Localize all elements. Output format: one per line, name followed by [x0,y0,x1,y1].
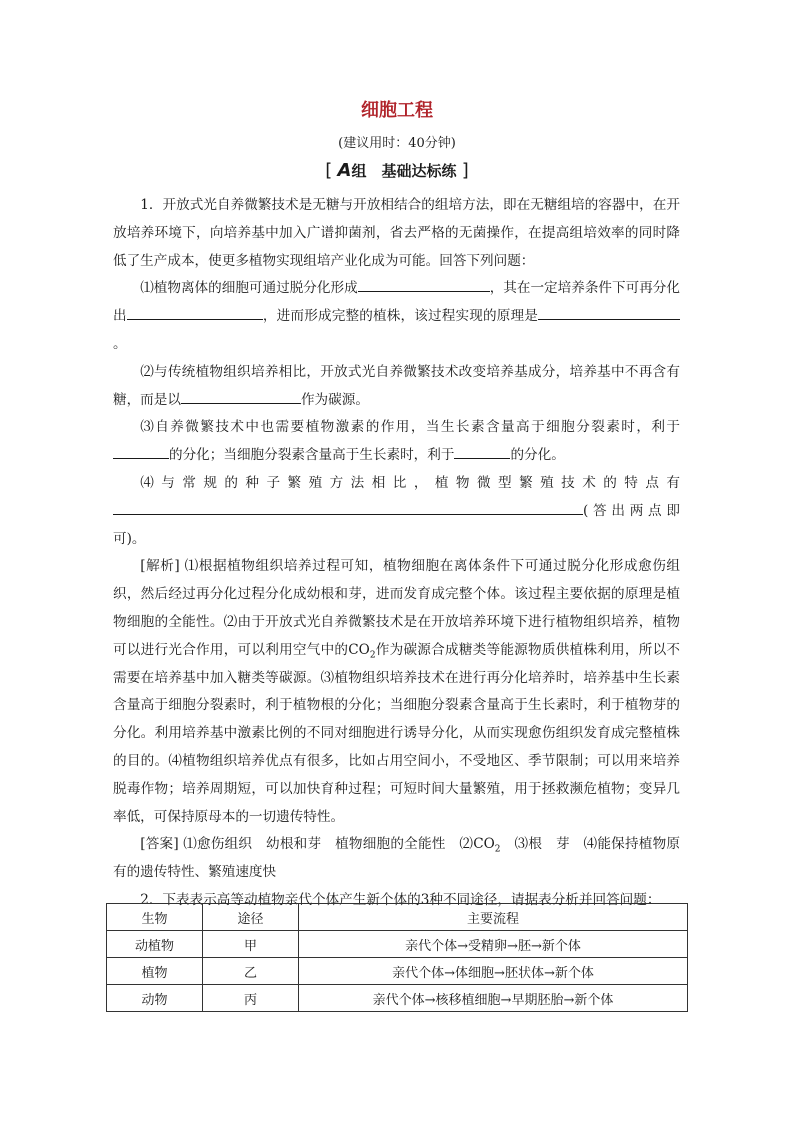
page-title: 细胞工程 [361,100,433,121]
table-header: 主要流程 [299,904,688,931]
table-cell: 甲 [203,931,299,958]
table-row [107,958,688,985]
answer-paragraph: [答案] ⑴愈伤组织 幼根和芽 植物细胞的全能性 $⑵CO_2$ ⑶根 芽 ⑷能保持植物原有的遗传特性、繁殖速度快 [113,836,681,881]
table-cell: 亲代个体→体细胞→胚状体→新个体 [299,958,688,985]
table-cell: 亲代个体→核移植细胞→早期胚胎→新个体 [299,985,688,1012]
question-content [113,192,680,915]
table-header: 生物 [107,904,203,931]
table-cell: 丙 [203,985,299,1012]
answer-tag: [答案] [140,836,179,853]
table-header-row [107,904,688,931]
table-cell: 亲代个体→受精卵→胚→新个体 [299,931,688,958]
answer-blank[interactable] [538,303,680,320]
question-1-stem: 1．开放式光自养微繁技术是无糖与开放相结合的组培方法，即在无糖组培的容器中，在开放培养环境下，向培养基中加入广谱抑菌剂，省去严格的无菌操作，在提高组培效率的同时降低了生产成本，使更多植物实现组培产业化成为可能。回答下列问题： [113,197,680,269]
table-row [107,985,688,1012]
analysis-tag: [解析] [140,558,180,575]
group-heading: [ A组 基础达标练 ] [325,160,469,181]
table-cell: 动物 [107,985,203,1012]
answer-blank[interactable] [113,498,583,515]
answer-blank[interactable] [127,303,263,320]
suggested-time: (建议用时：40分钟) [338,136,456,151]
answer-blank[interactable] [454,442,510,459]
answer-blank[interactable] [181,387,301,404]
question-1-part-1: ⑴植物离体的细胞可通过脱分化形成 ，其在一定培养条件下可再分化出 ，进而形成完整的植株，该过程实现的原理是。 [113,275,680,358]
question-1-part-2: ⑵与传统植物组织培养相比，开放式光自养微繁技术改变培养基成分，培养基中不再含有糖，而是以 作为碳源。 [113,363,680,408]
answer-blank[interactable] [358,275,490,292]
group-label: 组 基础达标练 [351,162,457,180]
question-2-stem: 2．下表表示高等动植物亲代个体产生新个体的3种不同途径，请据表分析并回答问题： [140,891,661,908]
group-letter: A [337,160,352,181]
table-cell: 动植物 [107,931,203,958]
reproduction-pathway-table [106,903,688,1012]
answer-blank[interactable] [113,442,169,459]
table-cell: 乙 [203,958,299,985]
question-1-part-4: ⑷与常规的种子繁殖方法相比，植物微型繁殖技术的特点有(答出两点即可)。 [113,474,680,547]
table-header: 途径 [203,904,299,931]
analysis-paragraph: [解析] ⑴根据植物组织培养过程可知，植物细胞在离体条件下可通过脱分化形成愈伤组织，然后经过再分化过程分化成幼根和芽，进而发育成完整个体。该过程主要依据的原理是植物细胞的全能性。⑵由于开放式光自养微繁技术是在开放培养环境下进行植物组织培养，植物可以进行光合作用，可以利用空气中的$CO_2$作为碳源合成糖类等能源物质供植株利用，所以不需要在培养基中加入糖类等碳源。⑶植物组织培养技术在进行再分化培养时，培养基中生长素含量高于细胞分裂素时，利于植物根的分化；当细胞分裂素含量高于生长素时，利于植物芽的分化。利用培养基中激素比例的不同对细胞进行诱导分化，从而实现愈伤组织发育成完整植株的目的。⑷植物组织培养优点有很多，比如占用空间小，不受地区、季节限制；可以用来培养脱毒作物；培养周期短，可以加快育种过程；可短时间大量繁殖，用于拯救濒危植物；变异几率低，可保持原母本的一切遗传特性。 [113,558,681,825]
table-cell: 植物 [107,958,203,985]
question-1-part-3: ⑶自养微繁技术中也需要植物激素的作用，当生长素含量高于细胞分裂素时，利于的分化；当细胞分裂素含量高于生长素时，利于 的分化。 [113,414,680,470]
table-row [107,931,688,958]
